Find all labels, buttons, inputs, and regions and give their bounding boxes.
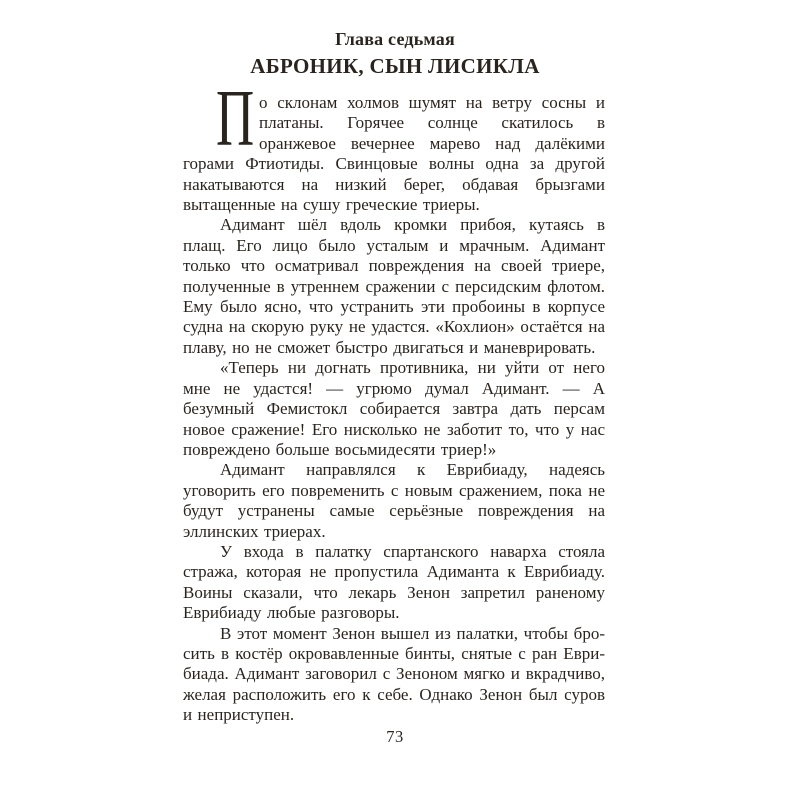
paragraph: Адимант направлялся к Еврибиаду, надеясь уговорить его повременить с новым сражением, пока не будут устранены самые серьёзные повреждения на эллинских триерах.: [183, 460, 605, 541]
paragraph: В этот момент Зенон вышел из палатки, чтобы бросить в костёр окровавленные бинты, снятые с ран Еврибиада. Адимант заговорил с Зеноном мягко и вкрадчиво, желая расположить его к себе. Однако Зенон был суров и неприступен.: [183, 623, 605, 725]
paragraph: Адимант шёл вдоль кромки прибоя, кутаясь в плащ. Его лицо было усталым и мрачным. Адимант только что осматривал повреждения на своей триере, полученные в утреннем сражении с персидским флотом. Ему было ясно, что устранить эти пробоины в корпусе судна на скорую руку не удастся. «Кохлион» остаётся на плаву, но не сможет быстро двигаться и маневрировать.: [183, 215, 605, 357]
page-number: 73: [386, 727, 404, 746]
drop-cap-letter: П: [216, 75, 255, 163]
paragraph: «Теперь ни догнать противника, ни уйти от него мне не удастся! — угрюмо думал Адимант. — А безумный Фемистокл собирается завтра дать персам новое сражение! Его нисколько не заботит то, что у нас повреждено больше восьмидесяти триер!»: [183, 358, 605, 459]
drop-cap: [216, 75, 255, 163]
chapter-title: АБРОНИК, СЫН ЛИСИКЛА: [250, 54, 540, 78]
paragraph-dropcap: [183, 75, 605, 215]
paragraph-text: о склонам холмов шумят на ветру сосны и платаны. Горячее солнце скатилось в оранжевое вечернее марево над далёкими горами Фтиотиды. Свинцовые волны одна за другой накатываются на низкий берег, обдавая брызгами вытащенные на сушу греческие триеры.: [183, 93, 605, 215]
paragraph: У входа в палатку спартанского наварха стояла стража, которая не пропустила Адиманта к Еврибиаду. Воины сказали, что лекарь Зенон запретил раненому Еврибиаду любые разговоры.: [183, 541, 605, 623]
chapter-label: Глава седьмая: [335, 29, 455, 49]
text-block: [183, 75, 605, 726]
